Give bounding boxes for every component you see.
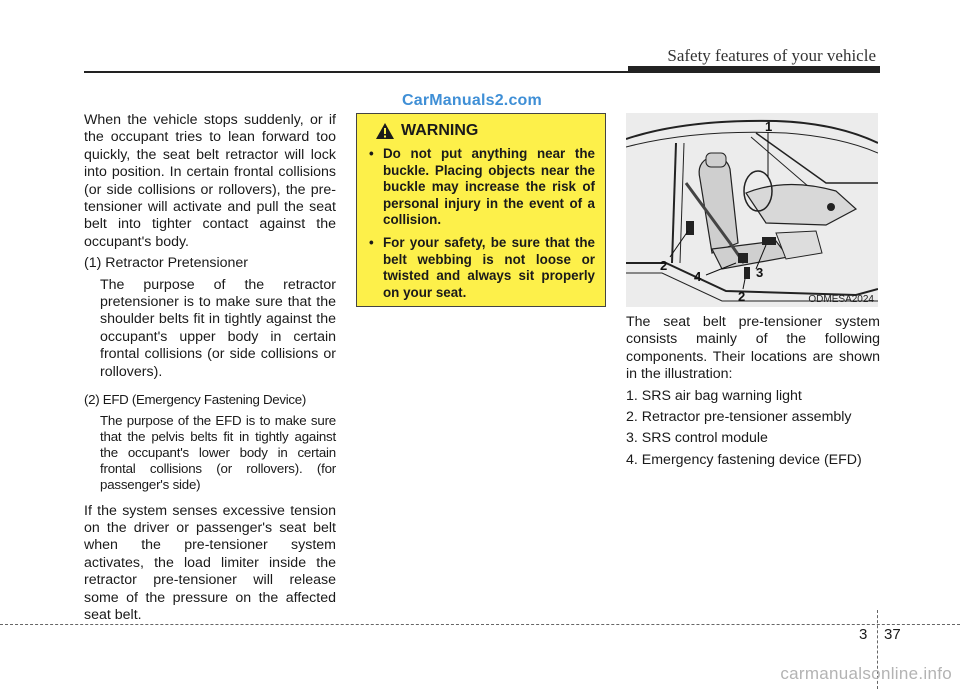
seat-belt-illustration (626, 113, 878, 307)
warning-box (356, 113, 606, 307)
right-column (626, 314, 880, 469)
footer-rule (0, 624, 960, 625)
component-list-item: 2. Retractor pre-tensioner assembly (626, 409, 852, 426)
page-number: 37 (884, 626, 901, 643)
component-list-item: 3. SRS control module (626, 430, 768, 447)
warning-triangle-icon (375, 122, 395, 140)
warning-header (375, 122, 595, 140)
callout-label: 4 (694, 269, 702, 284)
item2-body: The purpose of the EFD is to make sure that the pelvis belts fit in tightly against the occupant's lower body in certain frontal collisions (or rollovers). (for passenger's side) (100, 412, 336, 492)
section-title: Safety features of your vehicle (667, 46, 876, 65)
callout-label: 1 (765, 119, 773, 134)
warning-list (367, 146, 595, 301)
car-interior-drawing (626, 113, 878, 307)
illustration-code: ODMESA2024 (808, 294, 874, 305)
component-list-item: 1. SRS air bag warning light (626, 387, 802, 404)
warning-item: • Do not put anything near the buckle. Placing objects near the buckle may increase the risk of personal injury in the event of a collision. (369, 146, 595, 228)
intro-paragraph: When the vehicle stops suddenly, or if the occupant tries to lean forward too quickly, the seat belt retractor will lock into position. In certain frontal collisions (or side collisions or rollovers), the pre-tensioner will activate and pull the seat belt into tighter contact against the occupant's body. (84, 112, 336, 250)
load-limiter-paragraph: If the system senses excessive tension on the driver or passenger's seat belt when the pre-tensioner system activates, the load limiter inside the retractor pre-tensioner will release some of the pressure on the affected seat belt. (84, 502, 336, 623)
warning-item: • For your safety, be sure that the belt webbing is not loose or twisted and always sit properly on your seat. (369, 234, 595, 300)
callout-label: 3 (756, 265, 764, 280)
warning-title: WARNING (401, 122, 479, 139)
item1-heading: (1) Retractor Pretensioner (84, 255, 249, 272)
site-footer-link[interactable]: carmanualsonline.info (780, 664, 952, 683)
item1-body: The purpose of the retractor pretensioner is to make sure that the shoulder belts fit in tightly against the occupant's upper body in certain frontal collisions (or side collisions or rollovers). (100, 276, 336, 380)
watermark-link[interactable]: CarManuals2.com (402, 92, 542, 109)
header-rule-accent (628, 66, 880, 73)
item2-heading: (2) EFD (Emergency Fastening Device) (84, 392, 306, 408)
components-intro: The seat belt pre-tensioner system consists mainly of the following components. Their locations are shown in the illustration: (626, 314, 880, 383)
callout-label: 2 (738, 289, 746, 304)
chapter-number: 3 (859, 626, 868, 643)
left-column (84, 112, 336, 624)
component-list-item: 4. Emergency fastening device (EFD) (626, 451, 862, 468)
callout-label: 2 (660, 258, 668, 273)
